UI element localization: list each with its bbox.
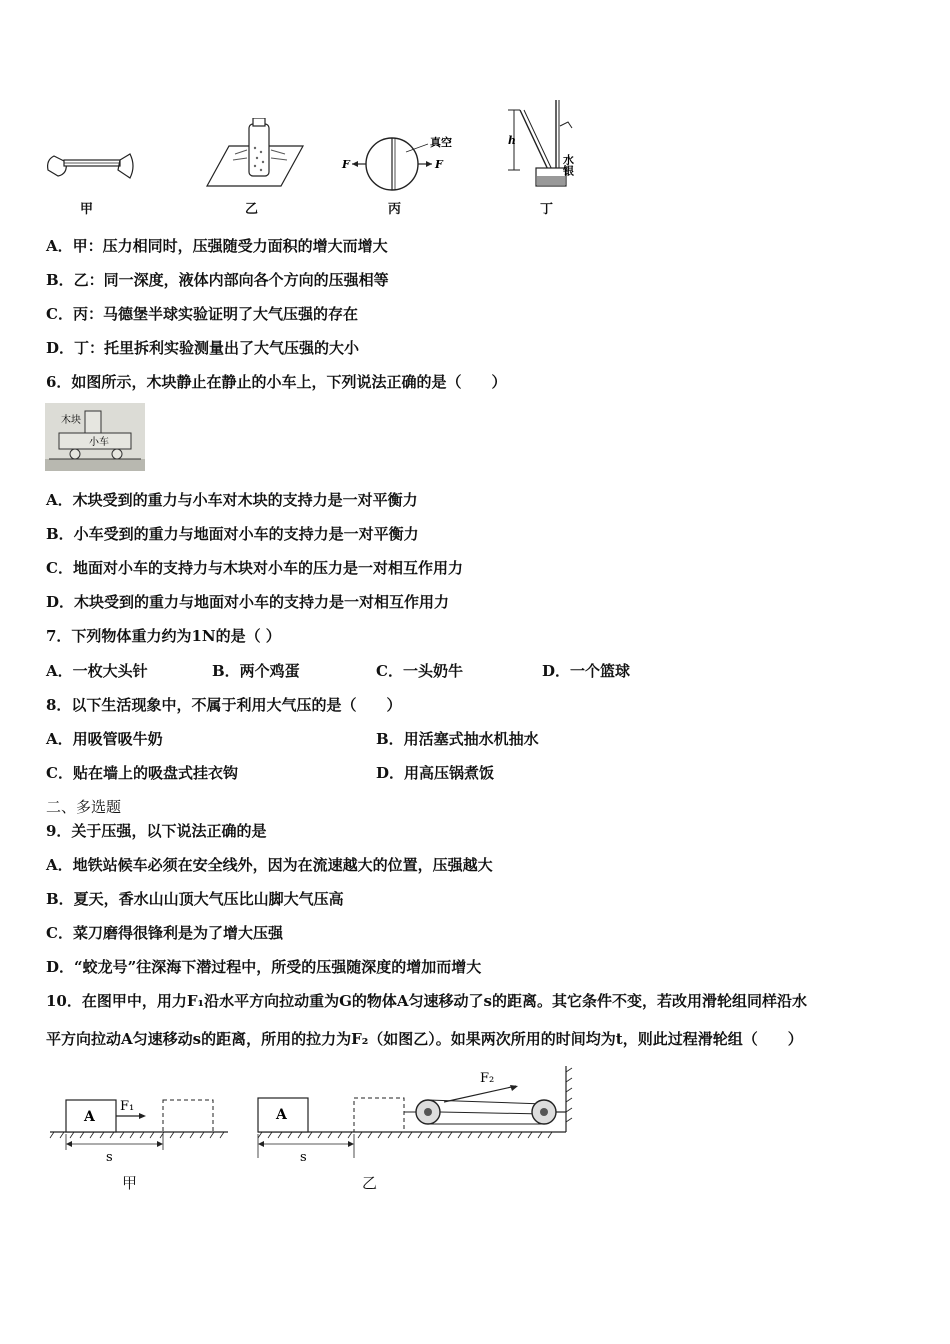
q5-figure-yi [205,118,305,190]
caption-yi: 乙 [245,202,259,217]
q10-figure-jia [46,1090,236,1170]
q6-option-c: C．地面对小车的支持力与木块对小车的压力是一对相互作用力 [46,559,463,577]
caption-ding: 丁 [540,202,554,217]
q10-caption-jia: 甲 [122,1174,138,1192]
q10-jia-f1-label: F₁ [120,1099,135,1114]
q10-figure-yi [254,1062,574,1172]
bing-label-vacuum: 真空 [430,136,452,149]
q7-option-d: D．一个篮球 [542,662,631,680]
q6-stem: 6．如图所示，木块静止在静止的小车上，下列说法正确的是（ ） [46,373,507,391]
q10-caption-yi: 乙 [362,1174,378,1192]
q6-label-block: 木块 [61,415,81,426]
q10-yi-distance-label: s [300,1150,307,1165]
q5-option-a: A．甲：压力相同时，压强随受力面积的增大而增大 [46,237,388,255]
q5-option-d: D．丁：托里拆利实验测量出了大气压强的大小 [46,339,360,357]
q6-option-a: A．木块受到的重力与小车对木块的支持力是一对平衡力 [46,491,418,509]
q5-figure-ding [502,98,584,190]
q6-option-d: D．木块受到的重力与地面对小车的支持力是一对相互作用力 [46,593,450,611]
q5-figure-bing [340,130,460,196]
q7-option-a: A．一枚大头针 [46,662,148,680]
q8-option-c: C．贴在墙上的吸盘式挂衣钩 [46,764,238,782]
q7-option-b: B．两个鸡蛋 [212,662,300,680]
q6-label-cart: 小车 [89,437,109,448]
q8-option-d: D．用高压锅煮饭 [376,764,495,782]
q7-stem: 7．下列物体重力约为1N的是（ ） [46,627,281,645]
q7-option-c: C．一头奶牛 [376,662,463,680]
q10-yi-block-label: A [276,1107,287,1123]
q6-figure [45,403,145,471]
ding-label-h: h [508,134,516,147]
q5-option-c: C．丙：马德堡半球实验证明了大气压强的存在 [46,305,358,323]
q9-option-a: A．地铁站候车必须在安全线外，因为在流速越大的位置，压强越大 [46,856,493,874]
q10-jia-block-label: A [84,1109,95,1125]
q8-stem: 8．以下生活现象中，不属于利用大气压的是（ ） [46,696,402,714]
q9-option-c: C．菜刀磨得很锋利是为了增大压强 [46,924,283,942]
q5-option-b: B．乙：同一深度，液体内部向各个方向的压强相等 [46,271,389,289]
q8-option-b: B．用活塞式抽水机抽水 [376,730,539,748]
q9-option-b: B．夏天，香水山山顶大气压比山脚大气压高 [46,890,344,908]
caption-jia: 甲 [80,202,94,217]
caption-bing: 丙 [388,202,402,217]
q10-line-1: 10．在图甲中，用力F₁沿水平方向拉动重为G的物体A匀速移动了s的距离。其它条件不变，若改用滑轮组同样沿水 [46,992,807,1010]
q5-figure-jia [44,140,140,192]
q8-option-a: A．用吸管吸牛奶 [46,730,163,748]
bing-label-left-f: F [342,158,350,171]
q9-stem: 9．关于压强，以下说法正确的是 [46,822,267,840]
q6-option-b: B．小车受到的重力与地面对小车的支持力是一对平衡力 [46,525,419,543]
q9-option-d: D．“蛟龙号”往深海下潜过程中，所受的压强随深度的增加而增大 [46,958,482,976]
ding-label-mercury: 水银 [561,154,575,176]
bing-label-right-f: F [435,158,443,171]
q10-yi-f2-label: F₂ [480,1071,495,1086]
q10-jia-distance-label: s [106,1150,113,1165]
section-heading: 二、多选题 [46,798,122,816]
q10-line-2: 平方向拉动A匀速移动s的距离，所用的拉力为F₂（如图乙）。如果两次所用的时间均为t，则此过程滑轮组（ ） [46,1030,803,1048]
